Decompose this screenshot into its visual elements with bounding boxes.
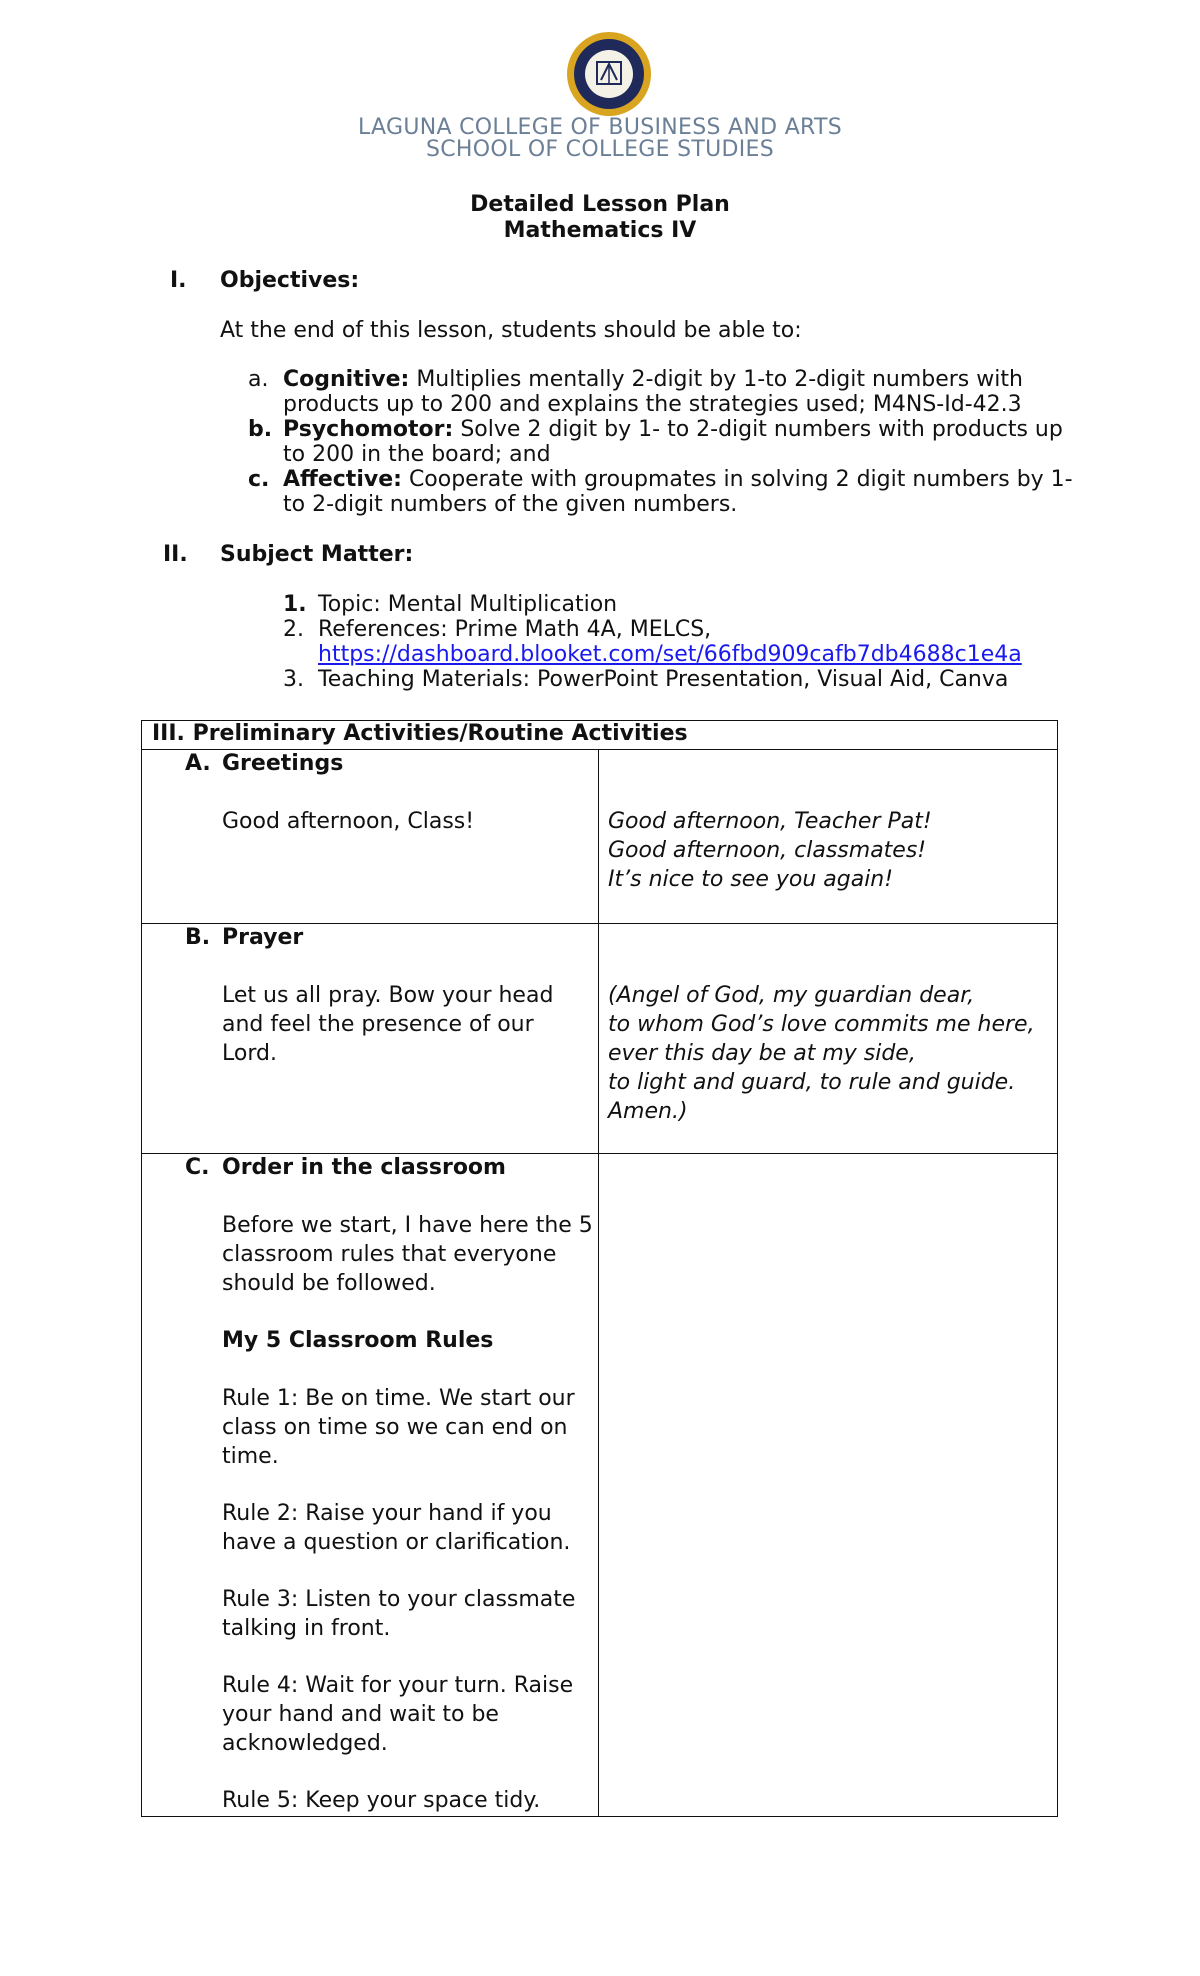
greetings-student-line: Good afternoon, Teacher Pat! xyxy=(608,809,932,834)
prayer-teacher-line: Lord. xyxy=(222,1041,277,1066)
objective-item xyxy=(283,467,1073,492)
subject-marker: 1. xyxy=(283,592,307,617)
subject-materials: Teaching Materials: PowerPoint Presentation, Visual Aid, Canva xyxy=(318,667,1009,692)
objectives-intro: At the end of this lesson, students should be able to: xyxy=(220,318,802,343)
rule-line: Rule 3: Listen to your classmate xyxy=(222,1587,576,1612)
prayer-student-line: Amen.) xyxy=(608,1099,688,1124)
order-heading: Order in the classroom xyxy=(222,1155,506,1180)
order-intro-line: should be followed. xyxy=(222,1271,436,1296)
objective-text: Multiplies mentally 2-digit by 1-to 2-digit numbers with xyxy=(416,367,1023,392)
rule-line: talking in front. xyxy=(222,1616,391,1641)
subject-heading: Subject Matter: xyxy=(220,542,414,567)
prayer-student-line: to light and guard, to rule and guide. xyxy=(608,1070,1016,1095)
greetings-student-line: It’s nice to see you again! xyxy=(608,867,894,892)
objective-text-cont: to 200 in the board; and xyxy=(283,442,551,467)
rule-line: Rule 5: Keep your space tidy. xyxy=(222,1788,541,1813)
greetings-student-line: Good afternoon, classmates! xyxy=(608,838,927,863)
rule-line: have a question or clarification. xyxy=(222,1530,571,1555)
objective-item xyxy=(283,417,1063,442)
subject-topic: Topic: Mental Multiplication xyxy=(318,592,618,617)
rule-line: class on time so we can end on xyxy=(222,1415,568,1440)
college-seal-icon xyxy=(565,30,653,118)
greetings-teacher: Good afternoon, Class! xyxy=(222,809,475,834)
objectives-numeral: I. xyxy=(170,268,187,293)
objective-text-cont: products up to 200 and explains the strategies used; M4NS-Id-42.3 xyxy=(283,392,1022,417)
rule-line: Rule 4: Wait for your turn. Raise xyxy=(222,1673,574,1698)
order-marker: C. xyxy=(185,1155,210,1180)
prayer-heading: Prayer xyxy=(222,925,304,950)
school-name: SCHOOL OF COLLEGE STUDIES xyxy=(425,137,775,162)
objective-label: Cognitive: xyxy=(283,367,410,392)
order-intro-line: Before we start, I have here the 5 xyxy=(222,1213,593,1238)
rule-line: Rule 1: Be on time. We start our xyxy=(222,1386,575,1411)
objectives-heading: Objectives: xyxy=(220,268,360,293)
subject-numeral: II. xyxy=(163,542,188,567)
prayer-student-line: (Angel of God, my guardian dear, xyxy=(608,983,975,1008)
blooket-link[interactable]: https://dashboard.blooket.com/set/66fbd909cafb7db4688c1e4a xyxy=(318,642,1022,667)
prayer-marker: B. xyxy=(185,925,211,950)
objective-item xyxy=(283,367,1023,392)
subject-marker: 2. xyxy=(283,617,304,642)
objective-text: Cooperate with groupmates in solving 2 digit numbers by 1- xyxy=(408,467,1073,492)
objective-marker: b. xyxy=(248,417,273,442)
activities-table xyxy=(141,720,1058,1817)
subject-references: References: Prime Math 4A, MELCS, xyxy=(318,617,712,642)
order-intro-line: classroom rules that everyone xyxy=(222,1242,557,1267)
doc-subtitle: Mathematics IV xyxy=(503,218,697,243)
institution-name: LAGUNA COLLEGE OF BUSINESS AND ARTS xyxy=(357,115,843,140)
subject-marker: 3. xyxy=(283,667,304,692)
objective-label: Psychomotor: xyxy=(283,417,454,442)
objective-label: Affective: xyxy=(283,467,402,492)
greetings-marker: A. xyxy=(185,751,211,776)
rule-line: time. xyxy=(222,1444,279,1469)
objective-text-cont: to 2-digit numbers of the given numbers. xyxy=(283,492,738,517)
objective-marker: a. xyxy=(248,367,269,392)
rules-title: My 5 Classroom Rules xyxy=(222,1328,494,1353)
rule-line: Rule 2: Raise your hand if you xyxy=(222,1501,552,1526)
prayer-teacher-line: and feel the presence of our xyxy=(222,1012,534,1037)
prayer-student-line: ever this day be at my side, xyxy=(608,1041,916,1066)
rule-line: acknowledged. xyxy=(222,1731,388,1756)
prayer-teacher-line: Let us all pray. Bow your head xyxy=(222,983,554,1008)
rule-line: your hand and wait to be xyxy=(222,1702,499,1727)
greetings-heading: Greetings xyxy=(222,751,344,776)
doc-title: Detailed Lesson Plan xyxy=(470,192,730,217)
column-divider xyxy=(598,749,599,1816)
prayer-student-line: to whom God’s love commits me here, xyxy=(608,1012,1035,1037)
table-header: III. Preliminary Activities/Routine Activities xyxy=(152,721,688,746)
objective-marker: c. xyxy=(248,467,270,492)
objective-text: Solve 2 digit by 1- to 2-digit numbers with products up xyxy=(460,417,1063,442)
